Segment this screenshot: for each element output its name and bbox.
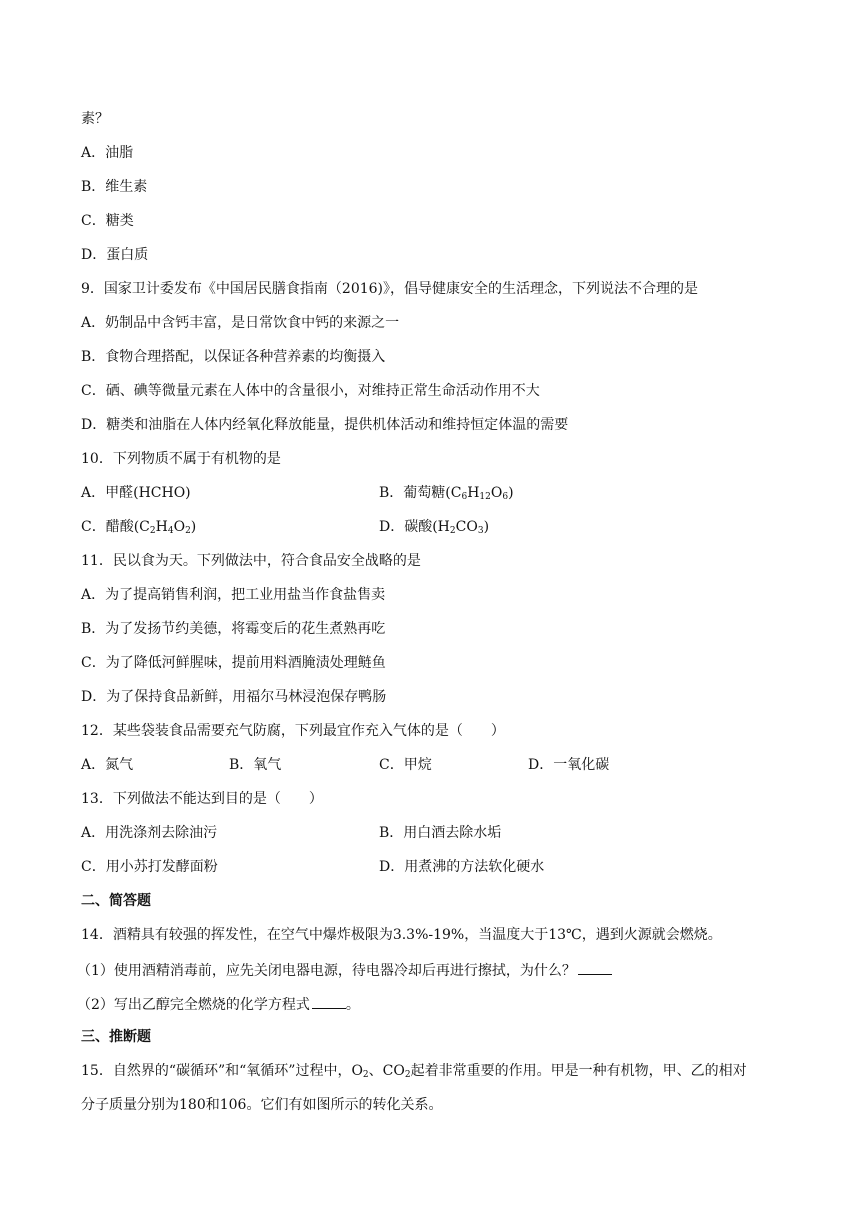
q13-option-b: B．用白酒去除水垢 [379,825,502,841]
section-heading-short-answer: 二、简答题 [81,893,151,909]
section-heading-inference: 三、推断题 [81,1029,151,1045]
q15-line-2: 分子质量分别为180和106。它们有如图所示的转化关系。 [81,1097,443,1113]
q11-option-d: D．为了保持食品新鲜，用福尔马林浸泡保存鸭肠 [81,689,387,705]
q10-option-a: A．甲醛(HCHO) [81,485,191,501]
q14-sub2: （2）写出乙醇完全燃烧的化学方程式 。 [77,997,360,1013]
q9-option-b: B．食物合理搭配，以保证各种营养素的均衡摄入 [81,349,386,365]
q8-option-b: B．维生素 [81,179,148,195]
q10-option-b: B．葡萄糖$(C_6H_{12}O_6)$ [379,485,514,502]
q12-option-d: D．一氧化碳 [528,757,610,773]
q9-option-c: C．硒、碘等微量元素在人体中的含量很小，对维持正常生命活动作用不大 [81,383,540,399]
q10-stem: 10．下列物质不属于有机物的是 [81,451,281,467]
q11-option-a: A．为了提高销售利润，把工业用盐当作食盐售卖 [81,587,386,603]
q12-option-a: A．氮气 [81,757,134,773]
q8-option-d: D．蛋白质 [81,247,149,263]
q13-option-a: A．用洗涤剂去除油污 [81,825,218,841]
q15-line-1: 15．自然界的“碳循环”和“氧循环”过程中，$O_2$、$CO_2$起着非常重要的作用。甲是一种有机物，甲、乙的相对 [81,1063,747,1080]
q12-option-b: B．氧气 [229,757,282,773]
q14-sub2-answer-blank[interactable] [312,996,346,1009]
q14-stem: 14．酒精具有较强的挥发性，在空气中爆炸极限为3.3%-19%，当温度大于13℃，遇到火源就会燃烧。 [81,927,722,943]
q12-stem: 12．某些袋装食品需要充气防腐，下列最宜作充入气体的是（ ） [81,723,505,739]
q10-option-d: D．碳酸$(H_2CO_3)$ [379,519,490,536]
q9-option-d: D．糖类和油脂在人体内经氧化释放能量，提供机体活动和维持恒定体温的需要 [81,417,569,433]
q11-stem: 11．民以食为天。下列做法中，符合食品安全战略的是 [81,553,421,569]
q10-option-c: C．醋酸$(C_2H_4O_2)$ [81,519,197,536]
q12-option-c: C．甲烷 [379,757,432,773]
q11-option-b: B．为了发扬节约美德，将霉变后的花生煮熟再吃 [81,621,386,637]
q14-sub1-answer-blank[interactable] [578,962,612,975]
q13-stem: 13．下列做法不能达到目的是（ ） [81,791,323,807]
q14-sub1: （1）使用酒精消毒前，应先关闭电器电源，待电器冷却后再进行擦拭，为什么？ [77,962,612,982]
q8-option-a: A．油脂 [81,145,134,161]
q8-option-c: C．糖类 [81,213,134,229]
q9-stem: 9．国家卫计委发布《中国居民膳食指南（2016)》，倡导健康安全的生活理念，下列说法不合理的是 [81,281,698,297]
q9-option-a: A．奶制品中含钙丰富，是日常饮食中钙的来源之一 [81,315,400,331]
q13-option-c: C．用小苏打发酵面粉 [81,859,218,875]
q11-option-c: C．为了降低河鲜腥味，提前用料酒腌渍处理鲢鱼 [81,655,386,671]
q8-stem-tail: 素？ [81,111,109,127]
q13-option-d: D．用煮沸的方法软化硬水 [379,859,545,875]
